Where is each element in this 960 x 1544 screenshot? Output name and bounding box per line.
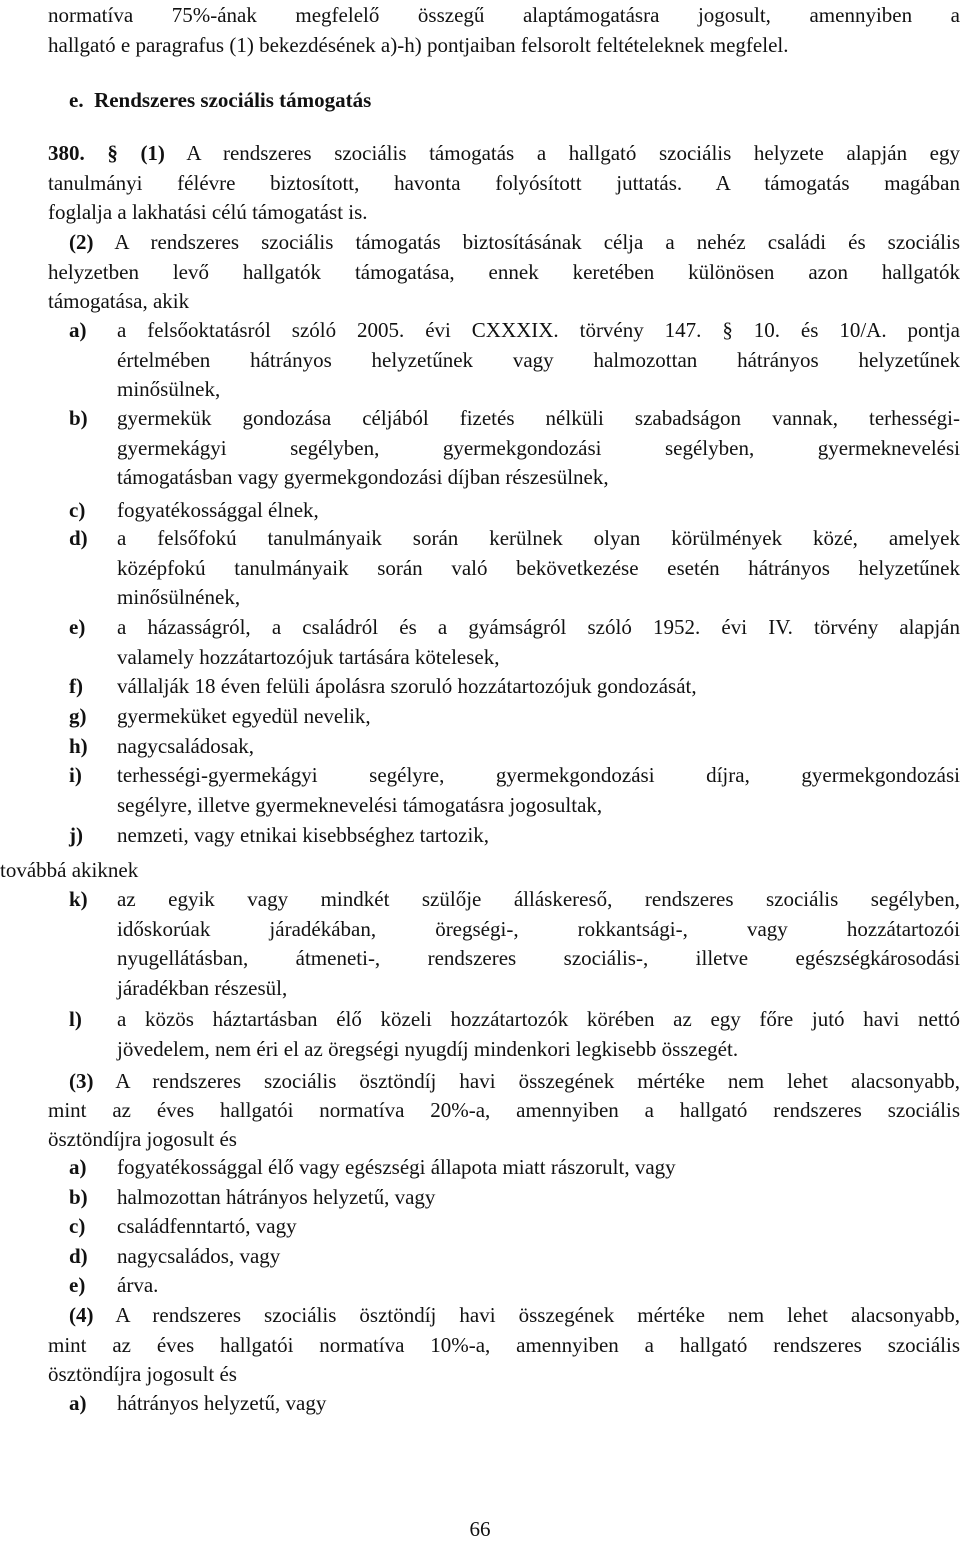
list-item-text: segélyre, illetve gyermeknevelési támogatásra jogosultak, <box>117 790 960 820</box>
text-line: helyzetben levő hallgatók támogatása, ennek keretében különösen azon hallgatók <box>48 257 960 287</box>
paragraph-2 <box>69 227 960 257</box>
text-line: normatíva 75%-ának megfelelő összegű alaptámogatásra jogosult, amennyiben a <box>48 0 960 30</box>
section-heading: e. Rendszeres szociális támogatás <box>69 85 960 115</box>
paragraph-text: A rendszeres szociális támogatás biztosításának célja a nehéz családi és szociális <box>94 230 960 254</box>
list-item-text: valamely hozzátartozójuk tartására kötelesek, <box>117 642 960 672</box>
text-line: ösztöndíjra jogosult és <box>48 1359 960 1389</box>
paragraph-380-1 <box>48 138 960 168</box>
text-line: mint az éves hallgatói normatíva 10%-a, amennyiben a hallgató rendszeres szociális <box>48 1330 960 1360</box>
list-item-label: a) <box>69 1152 109 1182</box>
list-item-label: h) <box>69 731 109 761</box>
list-item-label: a) <box>69 315 109 345</box>
list-item-label: l) <box>69 1004 109 1034</box>
list-item-label: j) <box>69 820 109 850</box>
paragraph-4 <box>69 1300 960 1330</box>
list-item-text: hátrányos helyzetű, vagy <box>117 1388 960 1418</box>
list-item-text: nemzeti, vagy etnikai kisebbséghez tartozik, <box>117 820 960 850</box>
list-item-text: fogyatékossággal élnek, <box>117 495 960 525</box>
list-item-label: i) <box>69 760 109 790</box>
text-line: támogatása, akik <box>48 286 960 316</box>
list-item-text: a felsőfokú tanulmányaik során kerülnek olyan körülmények közé, amelyek <box>117 523 960 553</box>
paragraph-3 <box>69 1066 960 1096</box>
text-line: továbbá akiknek <box>0 855 960 885</box>
list-item-label: k) <box>69 884 109 914</box>
text-line: foglalja a lakhatási célú támogatást is. <box>48 197 960 227</box>
list-item-label: d) <box>69 523 109 553</box>
list-item-label: b) <box>69 403 109 433</box>
list-item-text: gyermeküket egyedül nevelik, <box>117 701 960 731</box>
list-item-text: a közös háztartásban élő közeli hozzátartozók körében az egy főre jutó havi nettó <box>117 1004 960 1034</box>
list-item-label: e) <box>69 612 109 642</box>
list-item-label: g) <box>69 701 109 731</box>
list-item-text: árva. <box>117 1270 960 1300</box>
list-item-label: c) <box>69 1211 109 1241</box>
list-item-label: e) <box>69 1270 109 1300</box>
list-item-text: gyermekük gondozása céljából fizetés nélküli szabadságon vannak, terhességi- <box>117 403 960 433</box>
list-item-text: halmozottan hátrányos helyzetű, vagy <box>117 1182 960 1212</box>
text-line: hallgató e paragrafus (1) bekezdésének a)-h) pontjaiban felsorolt feltételeknek megfelel. <box>48 30 960 60</box>
list-item-text: nagycsaládosak, <box>117 731 960 761</box>
list-item-text: középfokú tanulmányaik során való bekövetkezése esetén hátrányos helyzetűnek <box>117 553 960 583</box>
list-item-label: a) <box>69 1388 109 1418</box>
list-item-text: minősülnek, <box>117 374 960 404</box>
list-item-text: családfenntartó, vagy <box>117 1211 960 1241</box>
paragraph-number: (2) <box>69 230 94 254</box>
list-item-text: jövedelem, nem éri el az öregségi nyugdíj mindenkori legkisebb összegét. <box>117 1034 960 1064</box>
list-item-text: a felsőoktatásról szóló 2005. évi CXXXIX. törvény 147. § 10. és 10/A. pontja <box>117 315 960 345</box>
list-item-label: d) <box>69 1241 109 1271</box>
list-item-text: gyermekágyi segélyben, gyermekgondozási segélyben, gyermeknevelési <box>117 433 960 463</box>
paragraph-number: 380. § (1) <box>48 141 165 165</box>
list-item-text: időskorúak járadékában, öregségi-, rokkantsági-, vagy hozzátartozói <box>117 914 960 944</box>
list-item-text: az egyik vagy mindkét szülője álláskereső, rendszeres szociális segélyben, <box>117 884 960 914</box>
text-line: tanulmányi félévre biztosított, havonta folyósított juttatás. A támogatás magában <box>48 168 960 198</box>
list-item-text: támogatásban vagy gyermekgondozási díjban részesülnek, <box>117 462 960 492</box>
list-item-text: a házasságról, a családról és a gyámságról szóló 1952. évi IV. törvény alapján <box>117 612 960 642</box>
text-line: mint az éves hallgatói normatíva 20%-a, amennyiben a hallgató rendszeres szociális <box>48 1095 960 1125</box>
paragraph-text: A rendszeres szociális ösztöndíj havi összegének mértéke nem lehet alacsonyabb, <box>94 1303 960 1327</box>
paragraph-number: (3) <box>69 1069 94 1093</box>
list-item-text: terhességi-gyermekágyi segélyre, gyermekgondozási díjra, gyermekgondozási <box>117 760 960 790</box>
list-item-text: nagycsaládos, vagy <box>117 1241 960 1271</box>
paragraph-text: A rendszeres szociális támogatás a hallgató szociális helyzete alapján egy <box>165 141 960 165</box>
list-item-text: nyugellátásban, átmeneti-, rendszeres szociális-, illetve egészségkárosodási <box>117 943 960 973</box>
paragraph-number: (4) <box>69 1303 94 1327</box>
list-item-text: minősülnének, <box>117 582 960 612</box>
list-item-label: c) <box>69 495 109 525</box>
paragraph-text: A rendszeres szociális ösztöndíj havi összegének mértéke nem lehet alacsonyabb, <box>94 1069 960 1093</box>
list-item-label: f) <box>69 671 109 701</box>
list-item-text: értelmében hátrányos helyzetűnek vagy halmozottan hátrányos helyzetűnek <box>117 345 960 375</box>
list-item-text: vállalják 18 éven felüli ápolásra szoruló hozzátartozójuk gondozását, <box>117 671 960 701</box>
list-item-label: b) <box>69 1182 109 1212</box>
text-line: ösztöndíjra jogosult és <box>48 1124 960 1154</box>
page-number: 66 <box>0 1514 960 1544</box>
list-item-text: járadékban részesül, <box>117 973 960 1003</box>
list-item-text: fogyatékossággal élő vagy egészségi állapota miatt rászorult, vagy <box>117 1152 960 1182</box>
